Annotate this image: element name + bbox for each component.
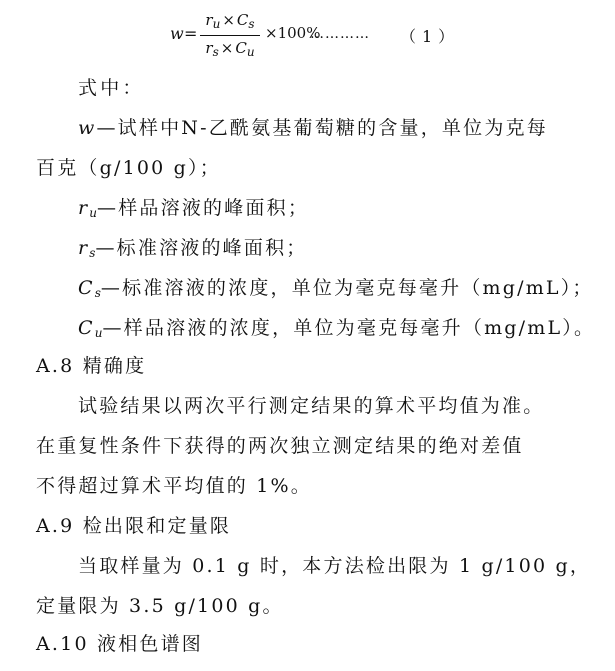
def-w-continued: 百克（g/100 g）； [36,157,221,179]
def-rs: $r_s—$标准溶液的峰面积； [78,237,308,260]
section-a10-title: A.10 液相色谱图 [36,633,203,655]
formula-denominator: $r_s \times C_u$ [205,39,255,59]
section-a8-title: A.8 精确度 [36,355,147,377]
formula-numerator: $r_u \times C_s$ [205,11,255,31]
formula-equals: = [184,24,198,43]
def-cs: $C_s—$标准溶液的浓度，单位为毫克每毫升（mg/mL）； [78,277,594,300]
formula-lhs: w [170,24,184,43]
formula-fraction [200,10,260,62]
fraction-bar [200,35,260,36]
def-ru: $r_u—$样品溶液的峰面积； [78,197,310,220]
def-w: w—试样中N-乙酰氨基葡萄糖的含量，单位为克每 [78,117,548,139]
section-a9-title: A.9 检出限和定量限 [36,515,232,537]
section-a9-para-line2: 定量限为 3.5 g/100 g。 [36,595,284,617]
where-label: 式中： [78,77,145,99]
def-cu: $C_u—$样品溶液的浓度，单位为毫克每毫升（mg/mL）。 [78,317,596,340]
formula-leader-dots: ………… [310,26,370,42]
section-a8-para-line3: 不得超过算术平均值的 1%。 [36,475,312,497]
formula-number: （1） [400,27,461,46]
formula-1 [170,6,610,62]
section-a8-para-line2: 在重复性条件下获得的两次独立测定结果的绝对差值 [36,435,524,457]
formula-times-100: ×100% [265,24,321,42]
section-a8-para-line1: 试验结果以两次平行测定结果的算术平均值为准。 [78,395,545,417]
section-a9-para-line1: 当取样量为 0.1 g 时，本方法检出限为 1 g/100 g， [78,555,592,577]
